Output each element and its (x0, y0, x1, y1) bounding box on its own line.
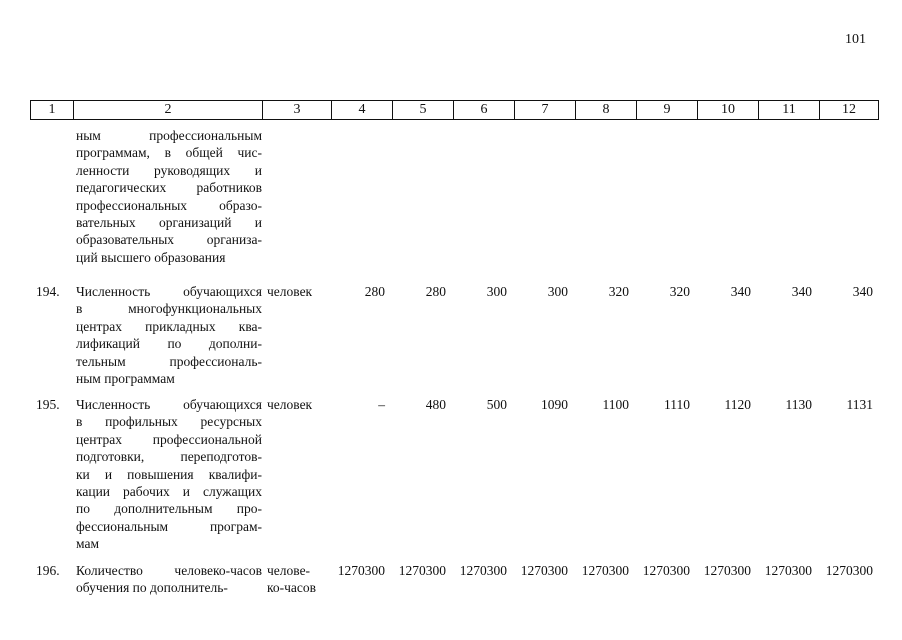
header-cell-2: 2 (74, 101, 263, 120)
value-cell-col-9: 1110 (664, 397, 690, 412)
value-cell-col-8: 1270300 (581, 563, 629, 578)
value-cell-col-11: 1270300 (764, 563, 812, 578)
value-cell-col-6: 500 (486, 397, 507, 412)
description-line: обучения по дополнитель- (76, 580, 228, 596)
value-cell-col-6: 1270300 (459, 563, 507, 578)
indicator-description (76, 396, 262, 553)
description-line: лификаций по дополни- (76, 336, 262, 352)
indicator-description (76, 127, 262, 266)
unit-of-measure (267, 562, 331, 597)
description-line: ций высшего образования (76, 249, 226, 265)
value-cell-col-5: 280 (425, 284, 446, 299)
description-line: подготовки, переподготов- (76, 449, 262, 465)
value-cell-col-8: 1100 (602, 397, 629, 412)
description-line: центрах профессиональной (76, 431, 262, 447)
description-line: профессиональных образо- (76, 197, 262, 213)
value-cell-col-12: 340 (852, 284, 873, 299)
value-cell-col-4: 280 (364, 284, 385, 299)
description-line: Численность обучающихся (76, 397, 262, 412)
value-cell-col-6: 300 (486, 284, 507, 299)
description-line: центрах прикладных ква- (76, 318, 262, 334)
value-cell-col-12: 1270300 (825, 563, 873, 578)
description-line: фессиональным програм- (76, 518, 262, 534)
description-line: по дополнительным про- (76, 501, 262, 517)
indicator-description (76, 283, 262, 387)
unit-of-measure (267, 396, 331, 413)
header-cell-8: 8 (576, 101, 637, 120)
table-row (30, 396, 878, 558)
unit-of-measure (267, 283, 331, 300)
value-cell-col-5: 480 (425, 397, 446, 412)
description-line: ленности руководящих и (76, 162, 262, 178)
header-cell-4: 4 (332, 101, 393, 120)
value-cell-col-10: 340 (730, 284, 751, 299)
table-row (30, 127, 878, 277)
value-cell-col-9: 320 (669, 284, 690, 299)
indicator-description (76, 562, 262, 597)
description-line: ным программам (76, 371, 175, 387)
value-cell-col-10: 1270300 (703, 563, 751, 578)
row-number: 196. (36, 563, 60, 578)
value-cell-col-12: 1131 (846, 397, 873, 412)
value-cell-col-7: 1090 (541, 397, 568, 412)
value-cell-col-7: 1270300 (520, 563, 568, 578)
description-line: Количество человеко-часов (76, 563, 262, 578)
unit-line: ко-часов (267, 580, 317, 596)
value-cell-col-11: 340 (791, 284, 812, 299)
value-cell-col-8: 320 (608, 284, 629, 299)
unit-line: человек (267, 397, 313, 412)
row-number: 194. (36, 284, 60, 299)
unit-line: челове- (267, 563, 311, 578)
description-line: в профильных ресурсных (76, 414, 262, 430)
header-cell-3: 3 (263, 101, 332, 120)
description-line: в многофункциональных (76, 301, 262, 317)
description-line: ным профессиональным (76, 128, 262, 143)
description-line: вательных организаций и (76, 215, 262, 231)
header-cell-5: 5 (393, 101, 454, 120)
description-line: образовательных организа- (76, 232, 262, 248)
header-cell-11: 11 (759, 101, 820, 120)
description-line: Численность обучающихся (76, 284, 262, 299)
value-cell-col-4: – (378, 397, 385, 412)
unit-line: человек (267, 284, 313, 299)
value-cell-col-9: 1270300 (642, 563, 690, 578)
value-cell-col-7: 300 (547, 284, 568, 299)
row-number: 195. (36, 397, 60, 412)
value-cell-col-11: 1130 (785, 397, 812, 412)
header-cell-9: 9 (637, 101, 698, 120)
description-line: кации рабочих и служащих (76, 484, 262, 500)
description-line: ки и повышения квалифи- (76, 466, 262, 482)
description-line: мам (76, 536, 99, 552)
value-cell-col-5: 1270300 (398, 563, 446, 578)
column-number-header (30, 100, 879, 120)
description-line: педагогических работников (76, 180, 262, 196)
header-cell-1: 1 (31, 101, 74, 120)
page-number: 101 (845, 32, 866, 47)
description-line: программам, в общей чис- (76, 145, 262, 161)
header-cell-10: 10 (698, 101, 759, 120)
table-row (30, 283, 878, 393)
value-cell-col-4: 1270300 (337, 563, 385, 578)
header-cell-7: 7 (515, 101, 576, 120)
header-cell-6: 6 (454, 101, 515, 120)
table-row (30, 562, 878, 602)
description-line: тельным профессиональ- (76, 353, 262, 369)
header-cell-12: 12 (820, 101, 879, 120)
value-cell-col-10: 1120 (724, 397, 751, 412)
